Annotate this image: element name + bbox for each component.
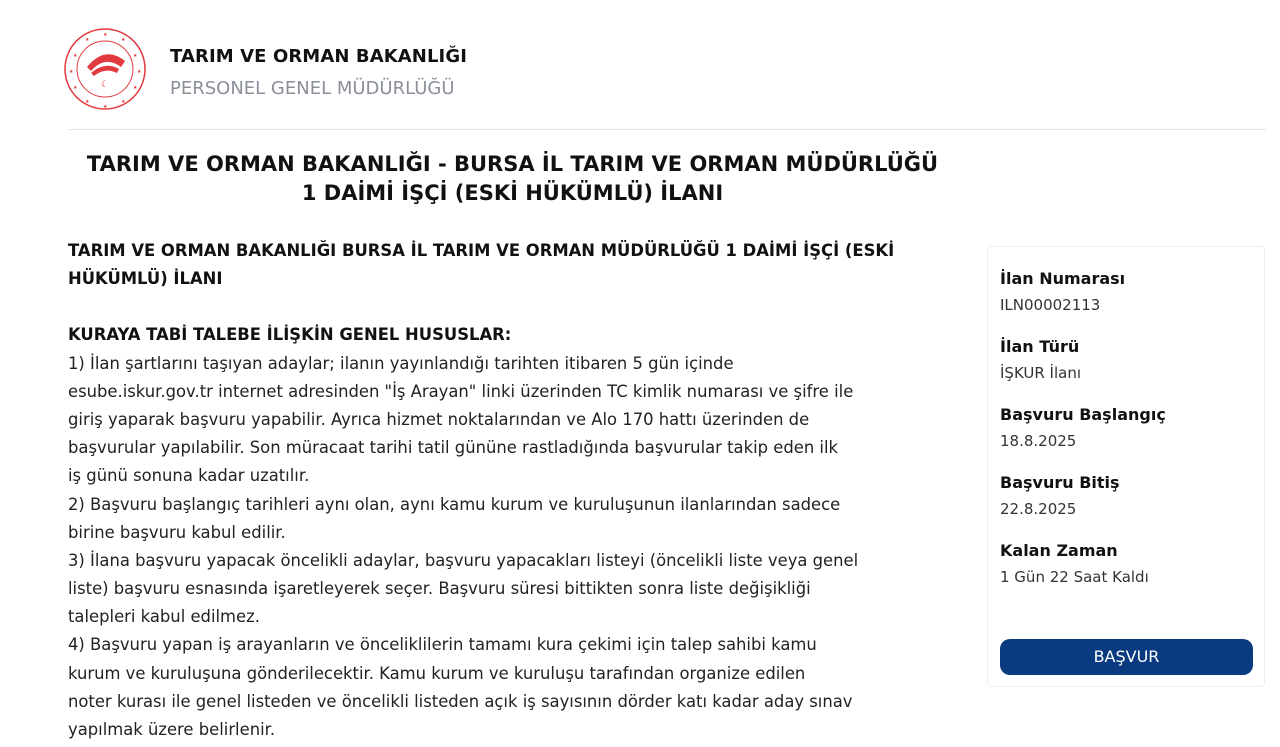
svg-text:★: ★ [133,85,138,91]
field-value: 22.8.2025 [1000,500,1077,518]
field-value: 1 Gün 22 Saat Kaldı [1000,568,1149,586]
field-value: İŞKUR İlanı [1000,364,1082,382]
field-basvuru-bitis [1000,471,1120,521]
ministry-logo [63,27,147,111]
title-line-1: TARIM VE ORMAN BAKANLIĞI - BURSA İL TARIM VE ORMAN MÜDÜRLÜĞÜ [86,152,939,176]
title-line-2: 1 DAİMİ İŞÇİ (ESKİ HÜKÜMLÜ) İLANI [301,181,724,205]
field-value: 18.8.2025 [1000,432,1077,450]
body-line: 3) İlana başvuru yapacak öncelikli adaylar, başvuru yapacakları listeyi (öncelikli liste veya genel [68,550,859,570]
svg-text:★: ★ [85,99,90,105]
field-label: İlan Numarası [1000,269,1126,288]
content-heading: TARIM VE ORMAN BAKANLIĞI BURSA İL TARIM VE ORMAN MÜDÜRLÜĞÜ 1 DAİMİ İŞÇİ (ESKİ [68,241,895,260]
content-heading: HÜKÜMLÜ) İLANI [68,269,223,289]
body-line: iş günü sonuna kadar uzatılır. [68,466,310,486]
field-ilan-turu [1000,335,1081,385]
field-ilan-numarasi [1000,267,1125,317]
field-label: Başvuru Bitiş [1000,473,1120,492]
body-line: birine başvuru kabul edilir. [68,522,286,542]
body-line: başvurular yapılabilir. Son müracaat tarihi tatil gününe rastladığında başvurular takip eden ilk [68,438,839,458]
svg-text:★: ★ [121,37,126,43]
field-label: İlan Türü [1000,337,1080,356]
field-label: Kalan Zaman [1000,541,1118,560]
svg-text:★: ★ [133,53,138,59]
body-line: yapılmak üzere belirlenir. [68,720,276,739]
section-heading: KURAYA TABİ TALEBE İLİŞKİN GENEL HUSUSLAR: [68,325,512,345]
body-line: noter kurası ile genel listeden ve öncelikli listeden açık iş sayısının dörder katı kadar aday sınav [68,691,853,711]
body-line: giriş yaparak başvuru yapabilir. Ayrıca hizmet noktalarından ve Alo 170 hattı üzerinden de [68,409,810,429]
department-name: PERSONEL GENEL MÜDÜRLÜĞÜ [170,78,455,99]
svg-text:★: ★ [69,69,74,75]
body-line: liste) başvuru esnasında işaretleyerek seçer. Başvuru süresi bittikten sonra liste değişikliği [68,579,811,599]
svg-text:★: ★ [73,85,78,91]
svg-text:★: ★ [73,53,78,59]
header-divider [68,129,1266,130]
page-title [60,150,965,208]
svg-text:★: ★ [137,69,142,75]
svg-text:★: ★ [103,32,108,38]
body-line: talepleri kabul edilmez. [68,607,260,627]
announcement-info-card [987,246,1265,687]
svg-text:★: ★ [121,99,126,105]
body-line: 1) İlan şartlarını taşıyan adaylar; ilanın yayınlandığı tarihten itibaren 5 gün içinde [68,353,734,373]
body-line: 2) Başvuru başlangıç tarihleri aynı olan, aynı kamu kurum ve kuruluşunun ilanlarından sadece [68,494,841,514]
field-kalan-zaman [1000,539,1149,589]
body-line: kurum ve kuruluşuna gönderilecektir. Kamu kurum ve kuruluşu tarafından organize edilen [68,663,806,683]
field-basvuru-baslangic [1000,403,1166,453]
field-value: ILN00002113 [1000,296,1101,314]
org-name: TARIM VE ORMAN BAKANLIĞI [170,46,468,67]
svg-text:★: ★ [85,37,90,43]
body-line: 4) Başvuru yapan iş arayanların ve önceliklilerin tamamı kura çekimi için talep sahibi kamu [68,635,817,655]
announcement-body [68,237,968,744]
svg-text:★: ★ [103,104,108,110]
svg-text:☾: ☾ [101,80,110,90]
body-line: esube.iskur.gov.tr internet adresinden "İş Arayan" linki üzerinden TC kimlik numarası ve şifre ile [68,381,854,401]
field-label: Başvuru Başlangıç [1000,405,1166,424]
apply-button[interactable]: BAŞVUR [1000,639,1253,675]
